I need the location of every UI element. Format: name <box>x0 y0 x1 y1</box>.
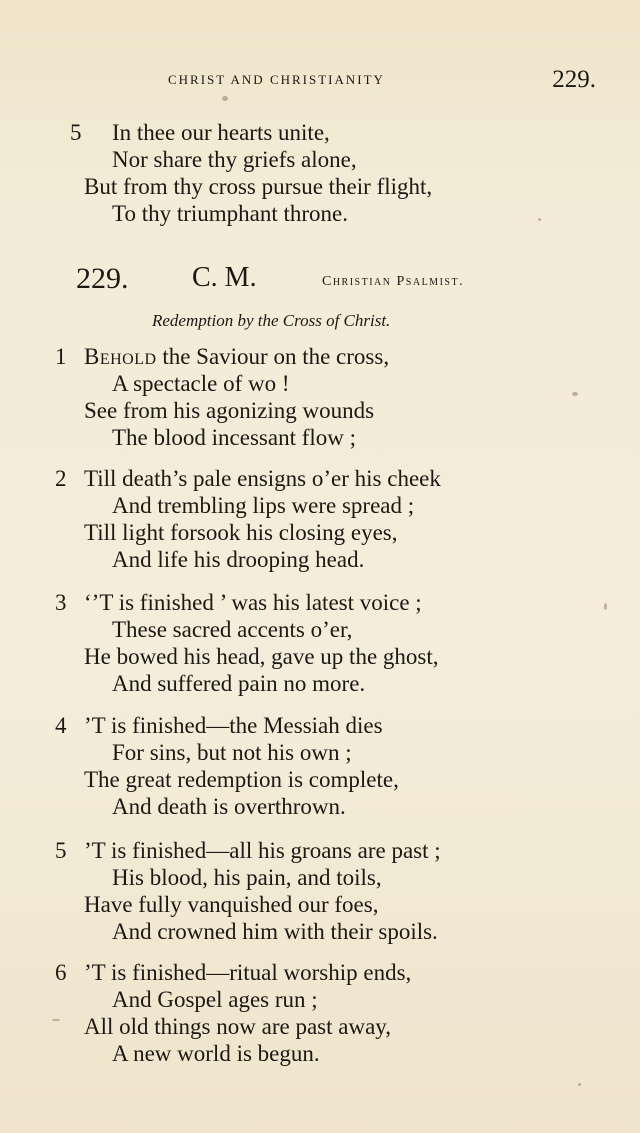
first-line-rest: the Saviour on the cross, <box>156 344 390 369</box>
stanza-line: And life his drooping head. <box>112 547 365 572</box>
stanza-line: These sacred accents o’er, <box>112 617 353 642</box>
stanza-line: For sins, but not his own ; <box>112 740 352 765</box>
stanza-number: 5 <box>55 838 67 863</box>
paper-speck <box>52 1019 60 1021</box>
stanza-first-line <box>84 344 389 370</box>
stanza-number: 4 <box>55 713 67 738</box>
stanza-line: But from thy cross pursue their flight, <box>84 174 433 199</box>
stanza-line: The great redemption is complete, <box>84 767 399 792</box>
hymn-source: Christian Psalmist. <box>322 274 465 289</box>
stanza-line: In thee our hearts unite, <box>112 120 330 145</box>
stanza-line: ’T is finished—the Messiah dies <box>84 713 383 738</box>
stanza-line: And suffered pain no more. <box>112 671 366 696</box>
stanza-number: 3 <box>55 590 67 615</box>
hymn-number: 229. <box>76 262 129 295</box>
paper-speck <box>538 218 541 221</box>
stanza-line: ’T is finished—ritual worship ends, <box>84 960 412 985</box>
first-word-small-caps: Behold <box>84 344 157 369</box>
stanza-number: 5 <box>70 120 82 145</box>
stanza-line: Till light forsook his closing eyes, <box>84 520 398 545</box>
stanza-line: A spectacle of wo ! <box>112 371 290 396</box>
hymn-meter: C. M. <box>192 262 257 293</box>
stanza-line: See from his agonizing wounds <box>84 398 375 423</box>
hymn-header <box>0 262 640 302</box>
stanza-line: Till death’s pale ensigns o’er his cheek <box>84 466 441 491</box>
stanza-line: And death is overthrown. <box>112 794 346 819</box>
stanza-line: Have fully vanquished our foes, <box>84 892 379 917</box>
stanza-line: And trembling lips were spread ; <box>112 493 415 518</box>
stanza-line: ’T is finished—all his groans are past ; <box>84 838 441 863</box>
stanza-line: To thy triumphant throne. <box>112 201 349 226</box>
stanza-line: Nor share thy griefs alone, <box>112 147 357 172</box>
stanza-line: His blood, his pain, and toils, <box>112 865 382 890</box>
running-head <box>0 66 640 96</box>
stanza-number: 6 <box>55 960 67 985</box>
paper-speck <box>572 392 578 396</box>
stanza-line: All old things now are past away, <box>84 1014 392 1039</box>
stanza-number: 1 <box>55 344 67 369</box>
paper-speck <box>604 603 607 610</box>
page-number: 229. <box>552 66 596 93</box>
stanza-line: ‘’T is finished ’ was his latest voice ; <box>84 590 422 615</box>
stanza-line: And Gospel ages run ; <box>112 987 318 1012</box>
running-title: CHRIST AND CHRISTIANITY <box>168 72 385 87</box>
paper-speck <box>222 96 228 101</box>
hymn-subtitle: Redemption by the Cross of Christ. <box>152 311 391 330</box>
stanza-line: A new world is begun. <box>112 1041 320 1066</box>
stanza-line: And crowned him with their spoils. <box>112 919 438 944</box>
stanza-line: He bowed his head, gave up the ghost, <box>84 644 439 669</box>
stanza-number: 2 <box>55 466 67 491</box>
stanza-line: The blood incessant flow ; <box>112 425 357 450</box>
paper-speck <box>578 1083 581 1086</box>
